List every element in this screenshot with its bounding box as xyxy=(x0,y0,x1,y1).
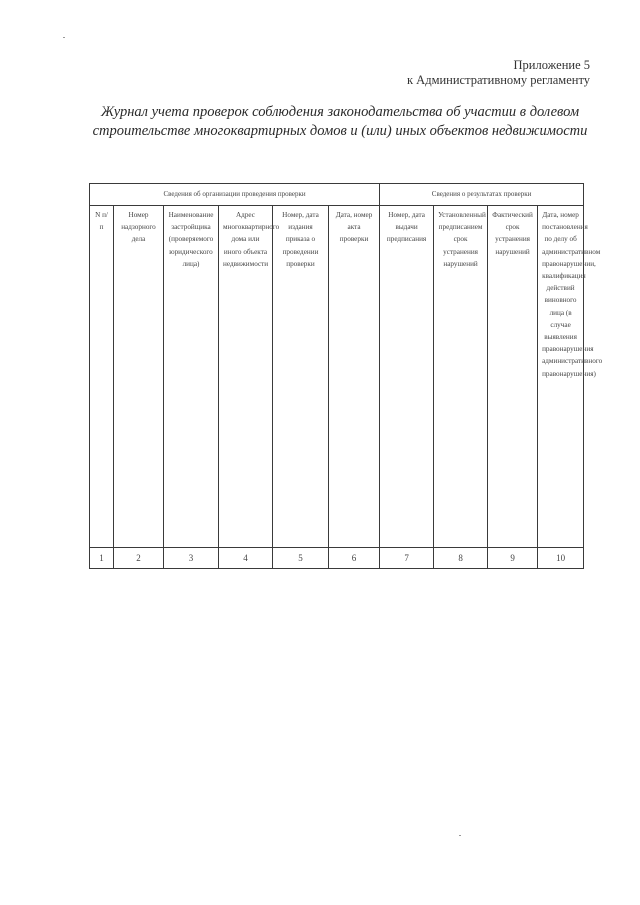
column-number: 3 xyxy=(164,548,219,569)
column-header-cell xyxy=(114,206,164,548)
column-number: 5 xyxy=(273,548,329,569)
inspection-journal-table xyxy=(89,183,603,569)
column-header-text: Установленный предписанием срок устранения нарушений xyxy=(438,211,486,268)
column-header-text: N п/п xyxy=(95,211,108,232)
appendix-number: Приложение 5 xyxy=(513,58,590,72)
column-header-cell xyxy=(273,206,329,548)
group-header-organization: Сведения об организации проведения проверки xyxy=(90,184,380,206)
column-header-cell xyxy=(219,206,280,548)
column-header-text: Наименование застройщика (проверяемого юридического лица) xyxy=(168,211,214,268)
column-number: 2 xyxy=(114,548,164,569)
group-header-row xyxy=(90,184,584,206)
column-number: 4 xyxy=(219,548,273,569)
column-header-text: Номер, дата издания приказа о проведении проверки xyxy=(282,211,319,268)
column-header-cell xyxy=(488,206,538,548)
column-header-cell xyxy=(538,206,603,548)
column-header-cell xyxy=(329,206,380,548)
column-header-text: Фактический срок устранения нарушений xyxy=(492,211,533,256)
column-header-text: Дата, номер акта проверки xyxy=(335,211,373,244)
document-title xyxy=(80,103,600,141)
column-number-row xyxy=(90,548,584,569)
column-header-cell xyxy=(164,206,219,548)
column-number: 10 xyxy=(538,548,584,569)
title-line-2: строительстве многоквартирных домов и (или) иных объектов недвижимости xyxy=(92,123,588,139)
appendix-note xyxy=(407,58,590,88)
group-header-results: Сведения о результатах проверки xyxy=(380,184,584,206)
column-number: 8 xyxy=(434,548,488,569)
appendix-reference: к Административному регламенту xyxy=(406,73,590,87)
title-line-1: Журнал учета проверок соблюдения законодательства об участии в долевом xyxy=(100,104,580,120)
column-number: 1 xyxy=(90,548,114,569)
column-header-text: Номер надзорного дела xyxy=(121,211,156,244)
scan-speck xyxy=(459,835,461,836)
column-header-text: Номер, дата выдачи предписания xyxy=(386,211,427,244)
column-header-cell xyxy=(90,206,114,548)
column-number: 9 xyxy=(488,548,538,569)
column-number: 7 xyxy=(380,548,434,569)
scan-speck xyxy=(63,37,65,38)
column-header-row xyxy=(90,206,584,548)
column-header-cell xyxy=(434,206,488,548)
column-header-text: Адрес многоквартирного дома или иного объекта недвижимости xyxy=(223,211,280,268)
column-header-text: Дата, номер постановления по делу об административном правонарушении, квалификация действий виновного лица (в случае выявления правонарушения административного правонарушения) xyxy=(542,211,603,378)
column-number: 6 xyxy=(329,548,380,569)
column-header-cell xyxy=(380,206,434,548)
